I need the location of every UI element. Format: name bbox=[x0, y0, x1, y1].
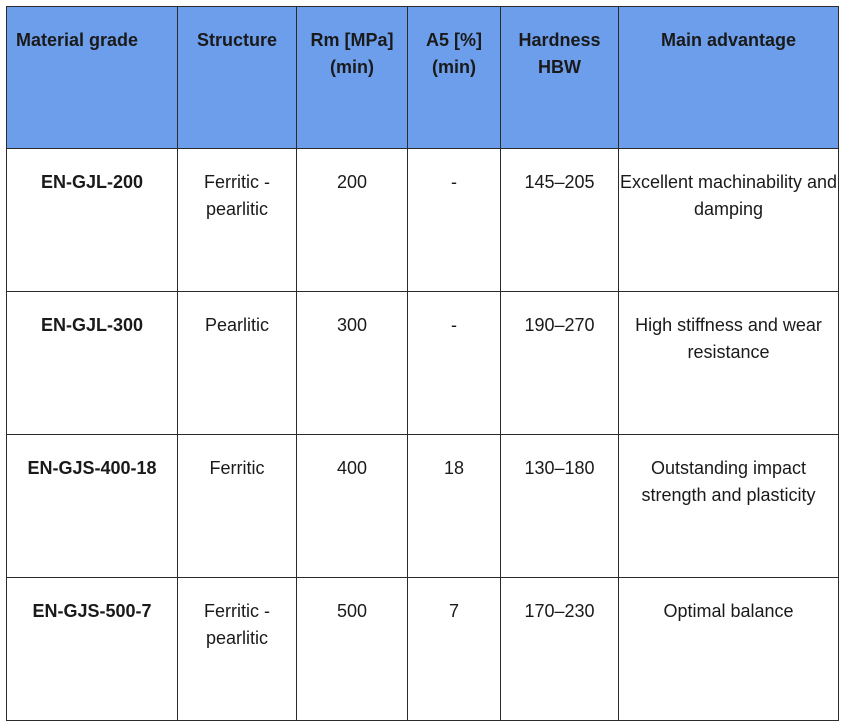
cell-material-grade: EN-GJL-300 bbox=[7, 292, 178, 435]
cell-main-advantage: High stiffness and wear resistance bbox=[619, 292, 839, 435]
table-row bbox=[7, 435, 839, 578]
header-row bbox=[7, 7, 839, 149]
cell-material-grade: EN-GJS-400-18 bbox=[7, 435, 178, 578]
cell-main-advantage: Outstanding impact strength and plasticity bbox=[619, 435, 839, 578]
cell-tensile-strength: 500 bbox=[297, 578, 408, 721]
cell-hardness: 130–180 bbox=[501, 435, 619, 578]
header-main-advantage: Main advantage bbox=[619, 7, 839, 149]
table-row bbox=[7, 578, 839, 721]
cell-structure: Ferritic - pearlitic bbox=[178, 149, 297, 292]
cell-structure: Pearlitic bbox=[178, 292, 297, 435]
cell-hardness: 190–270 bbox=[501, 292, 619, 435]
cell-structure: Ferritic - pearlitic bbox=[178, 578, 297, 721]
header-material-grade: Material grade bbox=[7, 7, 178, 149]
cell-elongation: - bbox=[408, 292, 501, 435]
header-structure: Structure bbox=[178, 7, 297, 149]
cell-tensile-strength: 400 bbox=[297, 435, 408, 578]
header-tensile-strength: Rm [MPa] (min) bbox=[297, 7, 408, 149]
cell-hardness: 170–230 bbox=[501, 578, 619, 721]
cell-tensile-strength: 200 bbox=[297, 149, 408, 292]
cell-hardness: 145–205 bbox=[501, 149, 619, 292]
cell-tensile-strength: 300 bbox=[297, 292, 408, 435]
cell-main-advantage: Excellent machinability and damping bbox=[619, 149, 839, 292]
cell-material-grade: EN-GJS-500-7 bbox=[7, 578, 178, 721]
cell-elongation: 7 bbox=[408, 578, 501, 721]
cell-material-grade: EN-GJL-200 bbox=[7, 149, 178, 292]
cell-elongation: 18 bbox=[408, 435, 501, 578]
cell-structure: Ferritic bbox=[178, 435, 297, 578]
cell-elongation: - bbox=[408, 149, 501, 292]
header-hardness: Hardness HBW bbox=[501, 7, 619, 149]
header-elongation: A5 [%] (min) bbox=[408, 7, 501, 149]
material-properties-table bbox=[6, 6, 839, 721]
table-row bbox=[7, 149, 839, 292]
table-row bbox=[7, 292, 839, 435]
cell-main-advantage: Optimal balance bbox=[619, 578, 839, 721]
